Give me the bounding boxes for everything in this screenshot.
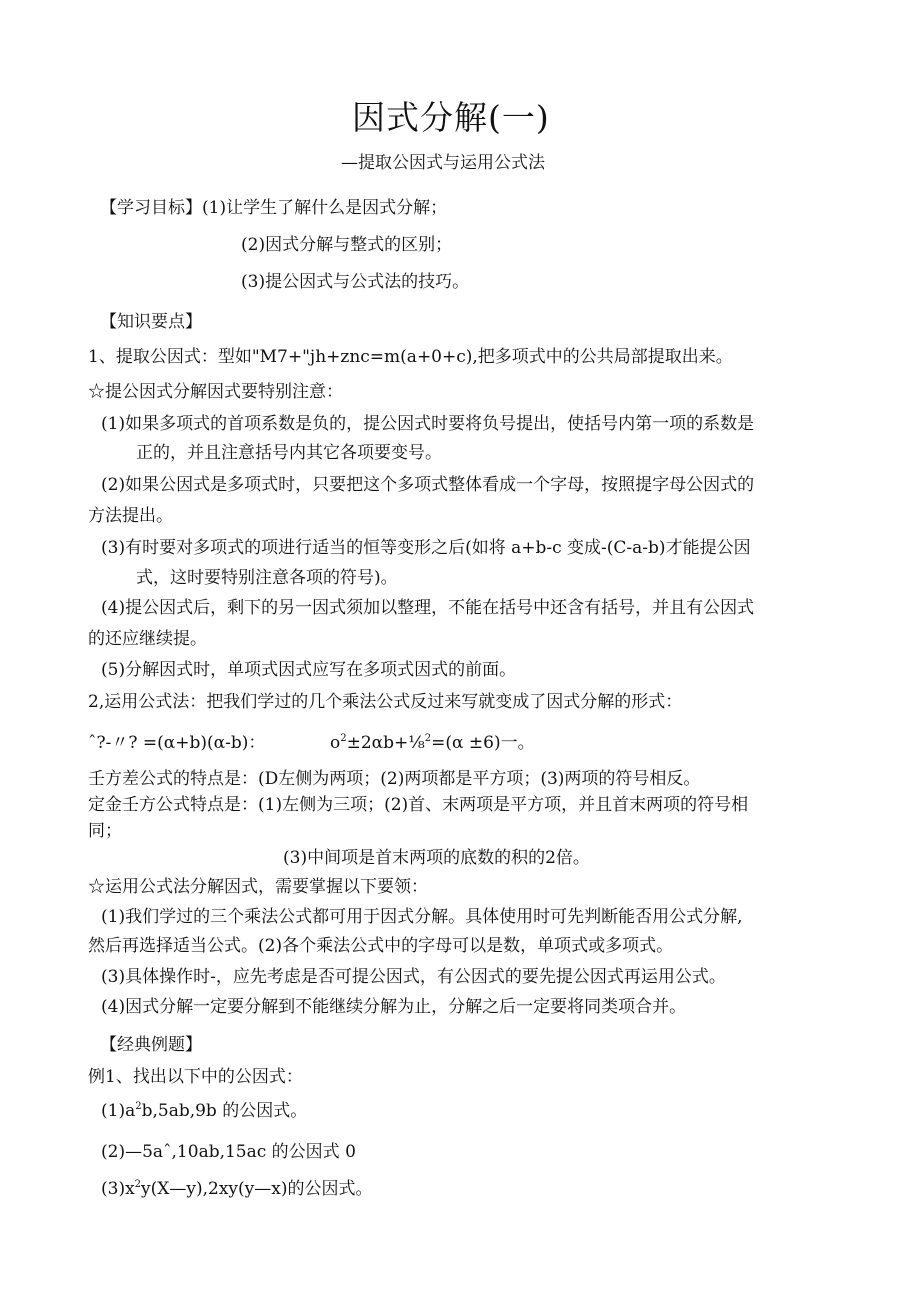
- note-item: (4)提公因式后，剩下的另一因式须加以整理，不能在括号中还含有括号，并且有公因式: [101, 598, 755, 618]
- paragraph-cont: 同；: [88, 821, 122, 841]
- objective-item: (2)因式分解与整式的区别；: [241, 235, 453, 255]
- paragraph: 定金壬方公式特点是：(1)左侧为三项；(2)首、末两项是平方项，并且首末两项的符号相: [88, 795, 749, 815]
- examples-heading: 【经典例题】: [100, 1035, 202, 1055]
- note-item: (3)有时要对多项式的项进行适当的恒等变形之后(如将 a+b-c 变成-(C-a-b)才能提公因: [101, 538, 751, 558]
- note-heading: ☆运用公式法分解因式，需要掌握以下要领：: [88, 877, 428, 897]
- paragraph-cont: (3)中间项是首末两项的底数的积的2倍。: [283, 848, 590, 868]
- example-question: (2)—5aˆ,10ab,15ac 的公因式 0: [101, 1142, 356, 1162]
- paragraph: 2,运用公式法：把我们学过的几个乘法公式反过来写就变成了因式分解的形式：: [88, 692, 683, 712]
- knowledge-heading: 【知识要点】: [100, 312, 202, 332]
- note-item: (4)因式分解一定要分解到不能继续分解为止，分解之后一定要将同类项合并。: [101, 997, 687, 1017]
- note-item-cont: 正的，并且注意括号内其它各项要变号。: [136, 443, 442, 463]
- example-question: $(3)x^2y(X—y),2xy(y—x)$的公因式。: [101, 1179, 373, 1199]
- objective-item: (3)提公因式与公式法的技巧。: [241, 272, 470, 292]
- paragraph: 壬方差公式的特点是：(D左侧为两项；(2)两项都是平方项；(3)两项的符号相反。: [88, 769, 701, 789]
- note-item: (5)分解因式时，单项式因式应写在多项式因式的前面。: [101, 660, 517, 680]
- formula-difference-of-squares: ˆ?-〃? =(α+b)(α-b)：: [88, 733, 266, 753]
- note-item-cont: 的还应继续提。: [88, 629, 207, 649]
- paragraph: 1、提取公因式：型如"M7+"jh+znc=m(a+0+c),把多项式中的公共局部提取出来。: [88, 347, 733, 367]
- note-item-cont: 方法提出。: [88, 506, 173, 526]
- page-subtitle: —提取公因式与运用公式法: [341, 153, 545, 173]
- note-heading: ☆提公因式分解因式要特别注意：: [88, 382, 343, 402]
- example-title: 例1、找出以下中的公因式：: [88, 1067, 303, 1087]
- objective-item: (1)让学生了解什么是因式分解；: [202, 198, 448, 218]
- note-item: (3)具体操作时-，应先考虑是否可提公因式，有公因式的要先提公因式再运用公式。: [101, 967, 726, 987]
- objectives-line-1: [100, 197, 447, 219]
- note-item: (1)如果多项式的首项系数是负的，提公因式时要将负号提出，使括号内第一项的系数是: [101, 414, 755, 434]
- page-title: 因式分解(一): [352, 98, 550, 137]
- note-item: (2)如果公因式是多项式时，只要把这个多项式整体看成一个字母，按照提字母公因式的: [101, 475, 755, 495]
- note-item-cont: 式，这时要特别注意各项的符号)。: [136, 568, 398, 588]
- example-question: $(1)a^2b,5ab,9b$ 的公因式。: [101, 1101, 308, 1121]
- note-item: (1)我们学过的三个乘法公式都可用于因式分解。具体使用时可先判断能否用公式分解,: [101, 907, 743, 927]
- formula-perfect-square: $o^2\pm 2\alpha b+\frac{1}{8}^2=(\alpha \pm 6)$一。: [330, 733, 535, 753]
- objectives-heading: 【学习目标】: [100, 198, 202, 218]
- note-item-cont: 然后再选择适当公式。(2)各个乘法公式中的字母可以是数，单项式或多项式。: [88, 936, 674, 956]
